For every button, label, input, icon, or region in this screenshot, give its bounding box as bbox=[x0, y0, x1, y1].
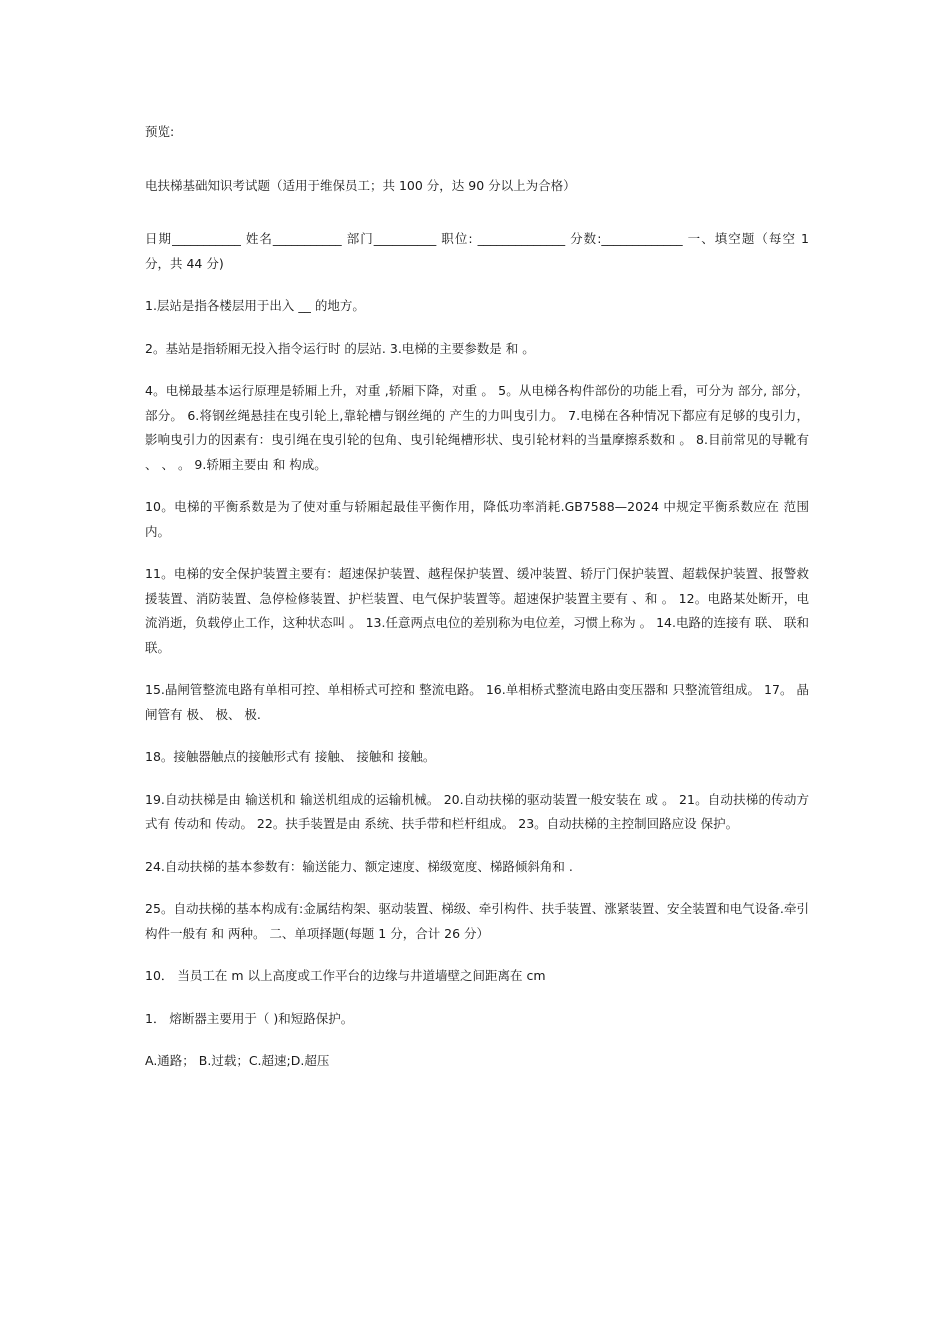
question-paragraph: 19.自动扶梯是由 输送机和 输送机组成的运输机械。 20.自动扶梯的驱动装置一般安装在 或 。 21。自动扶梯的传动方式有 传动和 传动。 22。扶手装置是由 系统、扶手带和栏杆组成。 23。自动扶梯的主控制回路应设 保护。 bbox=[145, 791, 809, 831]
question-paragraph: 10。电梯的平衡系数是为了使对重与轿厢起最佳平衡作用，降低功率消耗.GB7588—2024 中规定平衡系数应在 范围内。 bbox=[145, 499, 809, 539]
document-page bbox=[145, 120, 809, 1074]
question-paragraph: 15.晶闸管整流电路有单相可控、单相桥式可控和 整流电路。 16.单相桥式整流电路由变压器和 只整流管组成。 17。 晶闸管有 极、 极、 极. bbox=[145, 682, 809, 722]
question-paragraph: 1.层站是指各楼层用于出入 __ 的地方。 bbox=[145, 298, 365, 313]
preview-label: 预览: bbox=[145, 124, 175, 139]
question-paragraph: 1． 熔断器主要用于（ )和短路保护。 bbox=[145, 1010, 354, 1026]
question-paragraph: 11。电梯的安全保护装置主要有：超速保护装置、越程保护装置、缓冲装置、轿厅门保护装置、超载保护装置、报警救援装置、消防装置、急停检修装置、护栏装置、电气保护装置等。超速保护装置主要有 、和 。 12。电路某处断开，电流消逝，负载停止工作，这种状态叫 。 13.任意两点电位的差别称为电位差，习惯上称为 。 14.电路的连接有 联、 联和 联。 bbox=[145, 566, 809, 655]
header-fields-line: 日期___________ 姓名___________ 部门__________ 职位: ______________ 分数:_____________ 一、填空题（每空 1 分，共 44 分) bbox=[145, 231, 809, 271]
answer-options: A.通路； B.过载；C.超速;D.超压 bbox=[145, 1053, 330, 1068]
question-paragraph: 18。接触器触点的接触形式有 接触、 接触和 接触。 bbox=[145, 749, 436, 764]
question-paragraph: 10． 当员工在 m 以上高度或工作平台的边缘与井道墙壁之间距离在 cm bbox=[145, 968, 546, 983]
question-paragraph: 2。基站是指轿厢无投入指令运行时 的层站. 3.电梯的主要参数是 和 。 bbox=[145, 340, 535, 356]
question-paragraph: 4。电梯最基本运行原理是轿厢上升，对重 ,轿厢下降，对重 。 5。从电梯各构件部份的功能上看，可分为 部分, 部分， 部分。 6.将钢丝绳悬挂在曳引轮上,靠轮槽与钢丝绳的 产生的力叫曳引力。 7.电梯在各种情况下都应有足够的曳引力，影响曳引力的因素有：曳引绳在曳引轮的包角、曳引轮绳槽形状、曳引轮材料的当量摩擦系数和 。 8.目前常见的导靴有 、 、 。 9.轿厢主要由 和 构成。 bbox=[145, 383, 809, 472]
exam-title: 电扶梯基础知识考试题（适用于维保员工；共 100 分，达 90 分以上为合格） bbox=[145, 177, 576, 193]
question-paragraph: 24.自动扶梯的基本参数有：输送能力、额定速度、梯级宽度、梯路倾斜角和 . bbox=[145, 858, 573, 874]
question-paragraph: 25。自动扶梯的基本构成有:金属结构架、驱动装置、梯级、牵引构件、扶手装置、涨紧装置、安全装置和电气设备.牵引构件一般有 和 两种。 二、单项择题(每题 1 分，合计 26 分） bbox=[145, 901, 809, 941]
